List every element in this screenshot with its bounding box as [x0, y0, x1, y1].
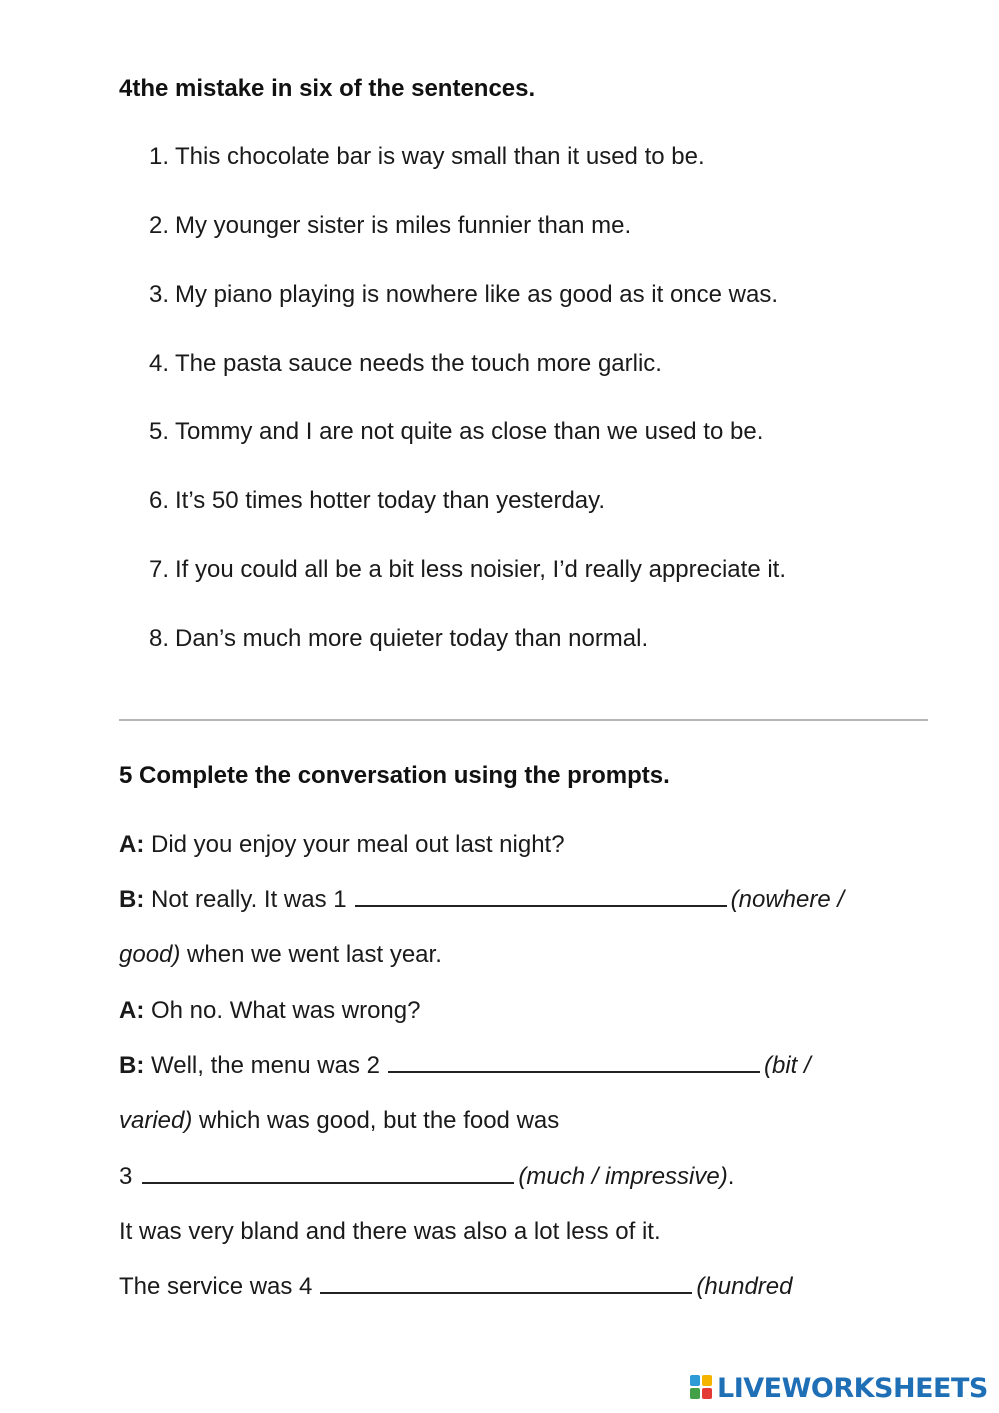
dialogue-text: Oh no. What was wrong?	[144, 997, 421, 1024]
section-divider	[119, 719, 928, 721]
dialogue-line-5	[119, 1052, 811, 1080]
prompt-text: varied)	[119, 1107, 193, 1134]
prompt-text: (bit /	[764, 1052, 811, 1079]
dialogue-text: Not really. It was 1	[144, 886, 347, 913]
answer-blank-2[interactable]	[388, 1053, 760, 1073]
dialogue-text: .	[727, 1163, 735, 1190]
speaker-label: B:	[119, 886, 145, 913]
prompt-text: (hundred	[696, 1273, 793, 1300]
item-number: 1.	[149, 143, 170, 170]
prompt-text: good)	[119, 941, 181, 968]
dialogue-text: which was good, but the food was	[192, 1107, 560, 1134]
sentence-item-3	[149, 281, 778, 309]
answer-blank-3[interactable]	[142, 1164, 514, 1184]
dialogue-line-4	[119, 997, 420, 1025]
item-text: The pasta sauce needs the touch more garlic.	[175, 350, 662, 377]
dialogue-line-3	[119, 941, 442, 969]
dialogue-line-9	[119, 1273, 792, 1301]
prompt-text: (much / impressive)	[518, 1163, 728, 1190]
section-4-heading: 4the mistake in six of the sentences.	[119, 75, 536, 102]
item-number: 6.	[149, 487, 170, 514]
prompt-text: (nowhere /	[730, 886, 845, 913]
dialogue-text: It was very bland and there was also a lot less of it.	[119, 1218, 661, 1245]
sentence-item-7	[149, 556, 786, 584]
speaker-label: A:	[119, 831, 145, 858]
item-text: My piano playing is nowhere like as good as it once was.	[175, 281, 779, 308]
answer-blank-4[interactable]	[320, 1274, 692, 1294]
sentence-item-5	[149, 418, 763, 446]
sentence-item-8	[149, 625, 648, 653]
sentence-item-4	[149, 350, 662, 378]
dialogue-line-8	[119, 1218, 661, 1246]
item-number: 5.	[149, 418, 170, 445]
speaker-label: B:	[119, 1052, 145, 1079]
logo-text: LIVEWORKSHEETS	[717, 1372, 988, 1404]
answer-blank-1[interactable]	[355, 887, 727, 907]
item-text: Dan’s much more quieter today than normal.	[175, 625, 649, 652]
sentence-item-2	[149, 212, 631, 240]
item-text: Tommy and I are not quite as close than we used to be.	[175, 418, 764, 445]
section-5-heading: 5 Complete the conversation using the prompts.	[119, 762, 670, 789]
dialogue-text: when we went last year.	[180, 941, 442, 968]
item-number: 2.	[149, 212, 170, 239]
item-number: 3.	[149, 281, 170, 308]
dialogue-text: Well, the menu was 2	[144, 1052, 380, 1079]
dialogue-line-6	[119, 1107, 559, 1135]
gap-number: 3	[119, 1163, 133, 1190]
dialogue-text: The service was 4	[119, 1273, 313, 1300]
dialogue-line-7	[119, 1163, 734, 1191]
item-number: 8.	[149, 625, 170, 652]
item-text: My younger sister is miles funnier than me.	[175, 212, 632, 239]
item-text: This chocolate bar is way small than it used to be.	[175, 143, 705, 170]
item-text: It’s 50 times hotter today than yesterday.	[175, 487, 606, 514]
liveworksheets-logo	[690, 1372, 988, 1404]
speaker-label: A:	[119, 997, 145, 1024]
sentence-item-6	[149, 487, 605, 515]
dialogue-text: Did you enjoy your meal out last night?	[144, 831, 565, 858]
item-text: If you could all be a bit less noisier, I’d really appreciate it.	[175, 556, 787, 583]
item-number: 4.	[149, 350, 170, 377]
sentence-item-1	[149, 143, 705, 171]
liveworksheets-logo-icon	[690, 1375, 714, 1401]
item-number: 7.	[149, 556, 170, 583]
dialogue-line-1	[119, 831, 565, 859]
dialogue-line-2	[119, 886, 844, 914]
